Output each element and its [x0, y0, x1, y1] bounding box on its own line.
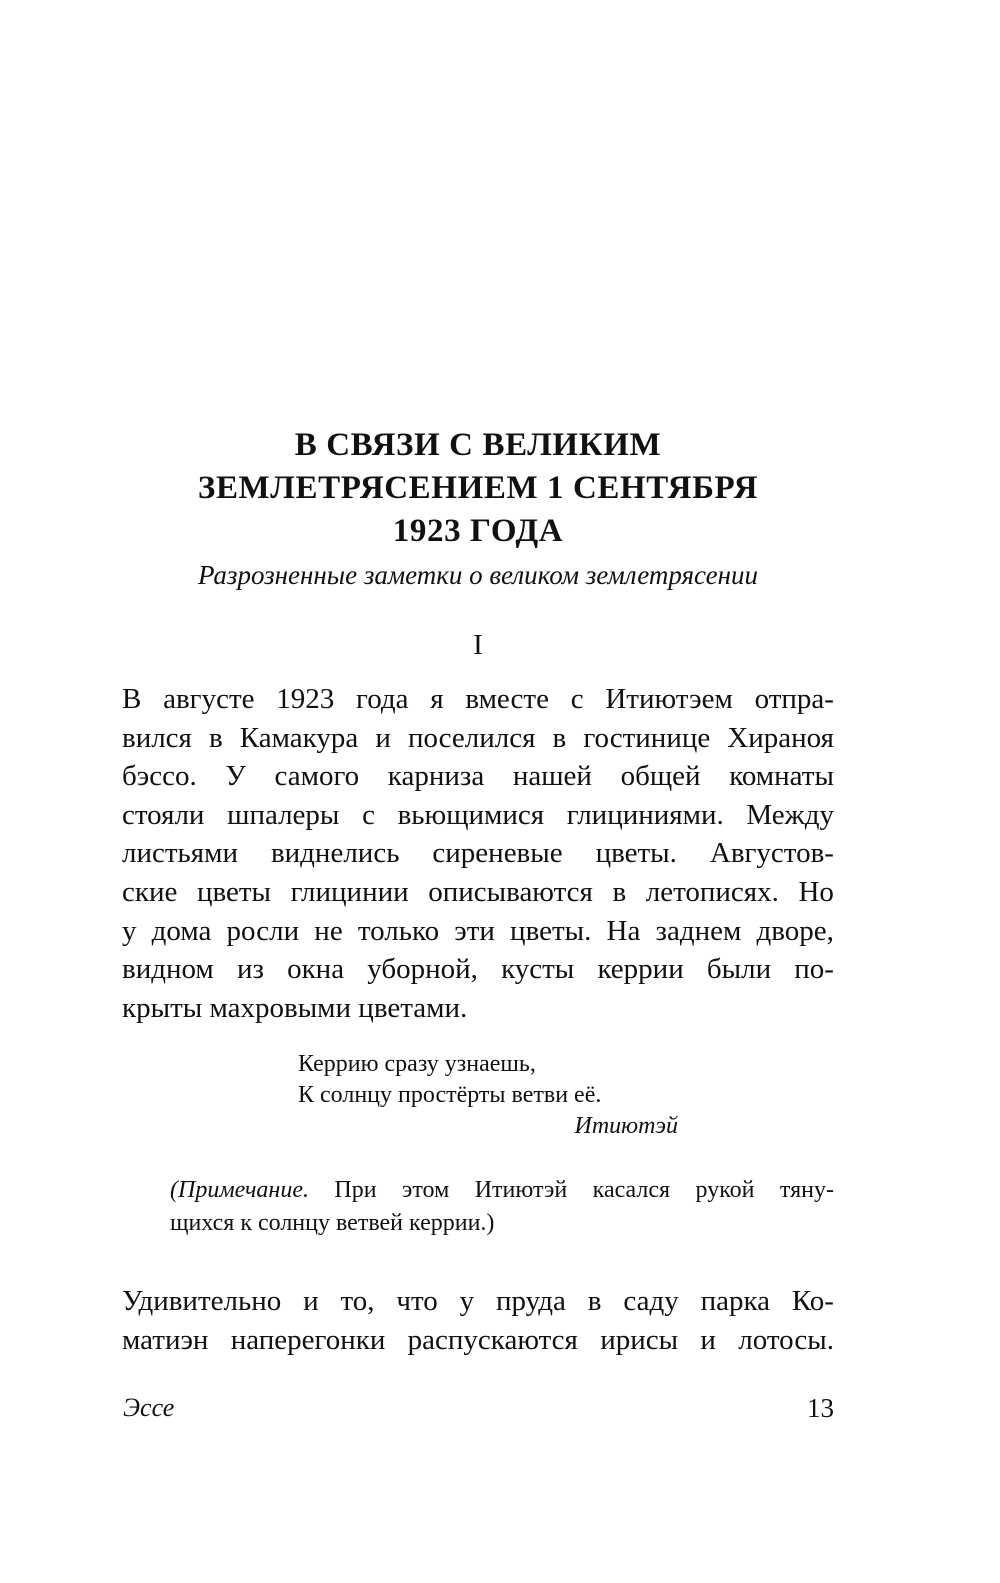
word: и [303, 1285, 319, 1317]
word: и [375, 721, 391, 754]
word: в [552, 721, 567, 754]
word: то, [340, 1285, 375, 1317]
word: виднелись [270, 837, 400, 870]
word: не [314, 914, 343, 947]
verse-author: Итиютэй [574, 1113, 678, 1139]
word: окна [287, 953, 345, 986]
text-line [122, 989, 834, 1028]
word: матиэн [122, 1323, 209, 1356]
word: рукой [695, 1177, 755, 1203]
word: глицинии [290, 875, 409, 908]
word: Итиютэй [474, 1177, 568, 1203]
word: уборной, [367, 953, 478, 986]
text-line [170, 1207, 834, 1240]
word: вился [122, 721, 192, 754]
word: по- [794, 953, 834, 986]
text-line [122, 680, 834, 719]
word: у [459, 1285, 475, 1317]
text-line [122, 873, 834, 912]
word: нашей [512, 760, 592, 793]
word: Августов- [709, 837, 834, 870]
word: самого [274, 760, 360, 793]
word: Удивительно [122, 1285, 282, 1317]
word: наперегонки [230, 1323, 386, 1356]
word: Между [746, 798, 834, 831]
chapter-subtitle: Разрозненные заметки о великом землетрясении [197, 560, 759, 590]
verse [298, 1049, 601, 1111]
word: У [225, 760, 246, 793]
word: касался [592, 1177, 671, 1203]
word: листьями [122, 837, 238, 870]
word: с [570, 683, 584, 715]
word: Но [798, 875, 834, 908]
word: дворе, [756, 914, 834, 947]
paragraph-1 [122, 680, 834, 1027]
word: у [122, 914, 137, 947]
word: саду [623, 1285, 679, 1317]
text-line [122, 950, 834, 989]
running-footer-section: Эссе [123, 1393, 175, 1422]
text-line [170, 1174, 834, 1207]
text-line [122, 834, 834, 873]
word: вместе [465, 683, 549, 715]
word: Камакура [239, 721, 359, 754]
word: отпра- [754, 683, 834, 715]
word: описываются [428, 875, 593, 908]
text-line [122, 1321, 834, 1360]
chapter-title-line: В СВЯЗИ С ВЕЛИКИМ [294, 427, 662, 463]
note [170, 1174, 834, 1240]
word: гостинице [583, 721, 711, 754]
word: пруда [495, 1285, 566, 1317]
word: летописях. [645, 875, 779, 908]
word: комнаты [729, 760, 834, 793]
word: кусты [501, 953, 575, 986]
word: августе [163, 683, 255, 715]
word: дома [151, 914, 212, 947]
word: ирисы [600, 1323, 679, 1356]
word: вьющимися [397, 798, 545, 831]
word: видном [122, 953, 214, 986]
word: цветы. [595, 837, 677, 870]
word: глициниями. [566, 798, 724, 831]
chapter-title [122, 424, 834, 553]
word: Итиютэем [605, 683, 733, 715]
word: керрии [597, 953, 684, 986]
word: цветы [196, 875, 272, 908]
word: В [122, 683, 142, 715]
chapter-title-line: 1923 ГОДА [392, 513, 564, 549]
chapter-title-line: ЗЕМЛЕТРЯСЕНИЕМ 1 СЕНТЯБРЯ [197, 470, 759, 506]
word: 1923 [276, 683, 335, 715]
word: эти [454, 914, 495, 947]
word: заднем [655, 914, 742, 947]
word: тяну- [779, 1177, 834, 1203]
word: парка [700, 1285, 770, 1317]
word: Ко- [791, 1285, 834, 1317]
word: росли [226, 914, 300, 947]
word: в [612, 875, 627, 908]
section-number: I [473, 629, 483, 661]
line-text: крыты махровыми цветами. [122, 991, 468, 1024]
note-label: (Примечание. [170, 1177, 309, 1203]
page-number: 13 [807, 1393, 834, 1423]
word: года [356, 683, 409, 715]
word: лотосы. [738, 1323, 834, 1356]
word: сиреневые [432, 837, 563, 870]
word: карниза [387, 760, 485, 793]
word: распускаются [407, 1323, 578, 1356]
text-line [122, 796, 834, 835]
word: Хираноя [727, 721, 834, 754]
word: из [236, 953, 264, 986]
text-line [122, 757, 834, 796]
word: бэссо. [122, 760, 197, 793]
word: стояли [122, 798, 205, 831]
word: цветы. [510, 914, 592, 947]
word: При [334, 1177, 377, 1203]
word: были [706, 953, 772, 986]
word: и [700, 1323, 716, 1356]
word: поселился [407, 721, 536, 754]
verse-line: К солнцу простёрты ветви её. [298, 1082, 602, 1108]
text-line [122, 719, 834, 758]
word: я [430, 683, 444, 715]
text-line [122, 1282, 834, 1321]
word: На [606, 914, 641, 947]
word: только [357, 914, 440, 947]
verse-line: Керрию сразу узнаешь, [298, 1051, 536, 1077]
word: с [362, 798, 375, 831]
word: в [587, 1285, 602, 1317]
word: ские [122, 875, 178, 908]
word: в [209, 721, 223, 754]
word: шпалеры [227, 798, 340, 831]
word: что [396, 1285, 438, 1317]
paragraph-2 [122, 1282, 834, 1359]
line-text: щихся к солнцу ветвей керрии.) [170, 1210, 495, 1236]
word: этом [402, 1177, 450, 1203]
text-line [122, 912, 834, 951]
word: общей [620, 760, 701, 793]
